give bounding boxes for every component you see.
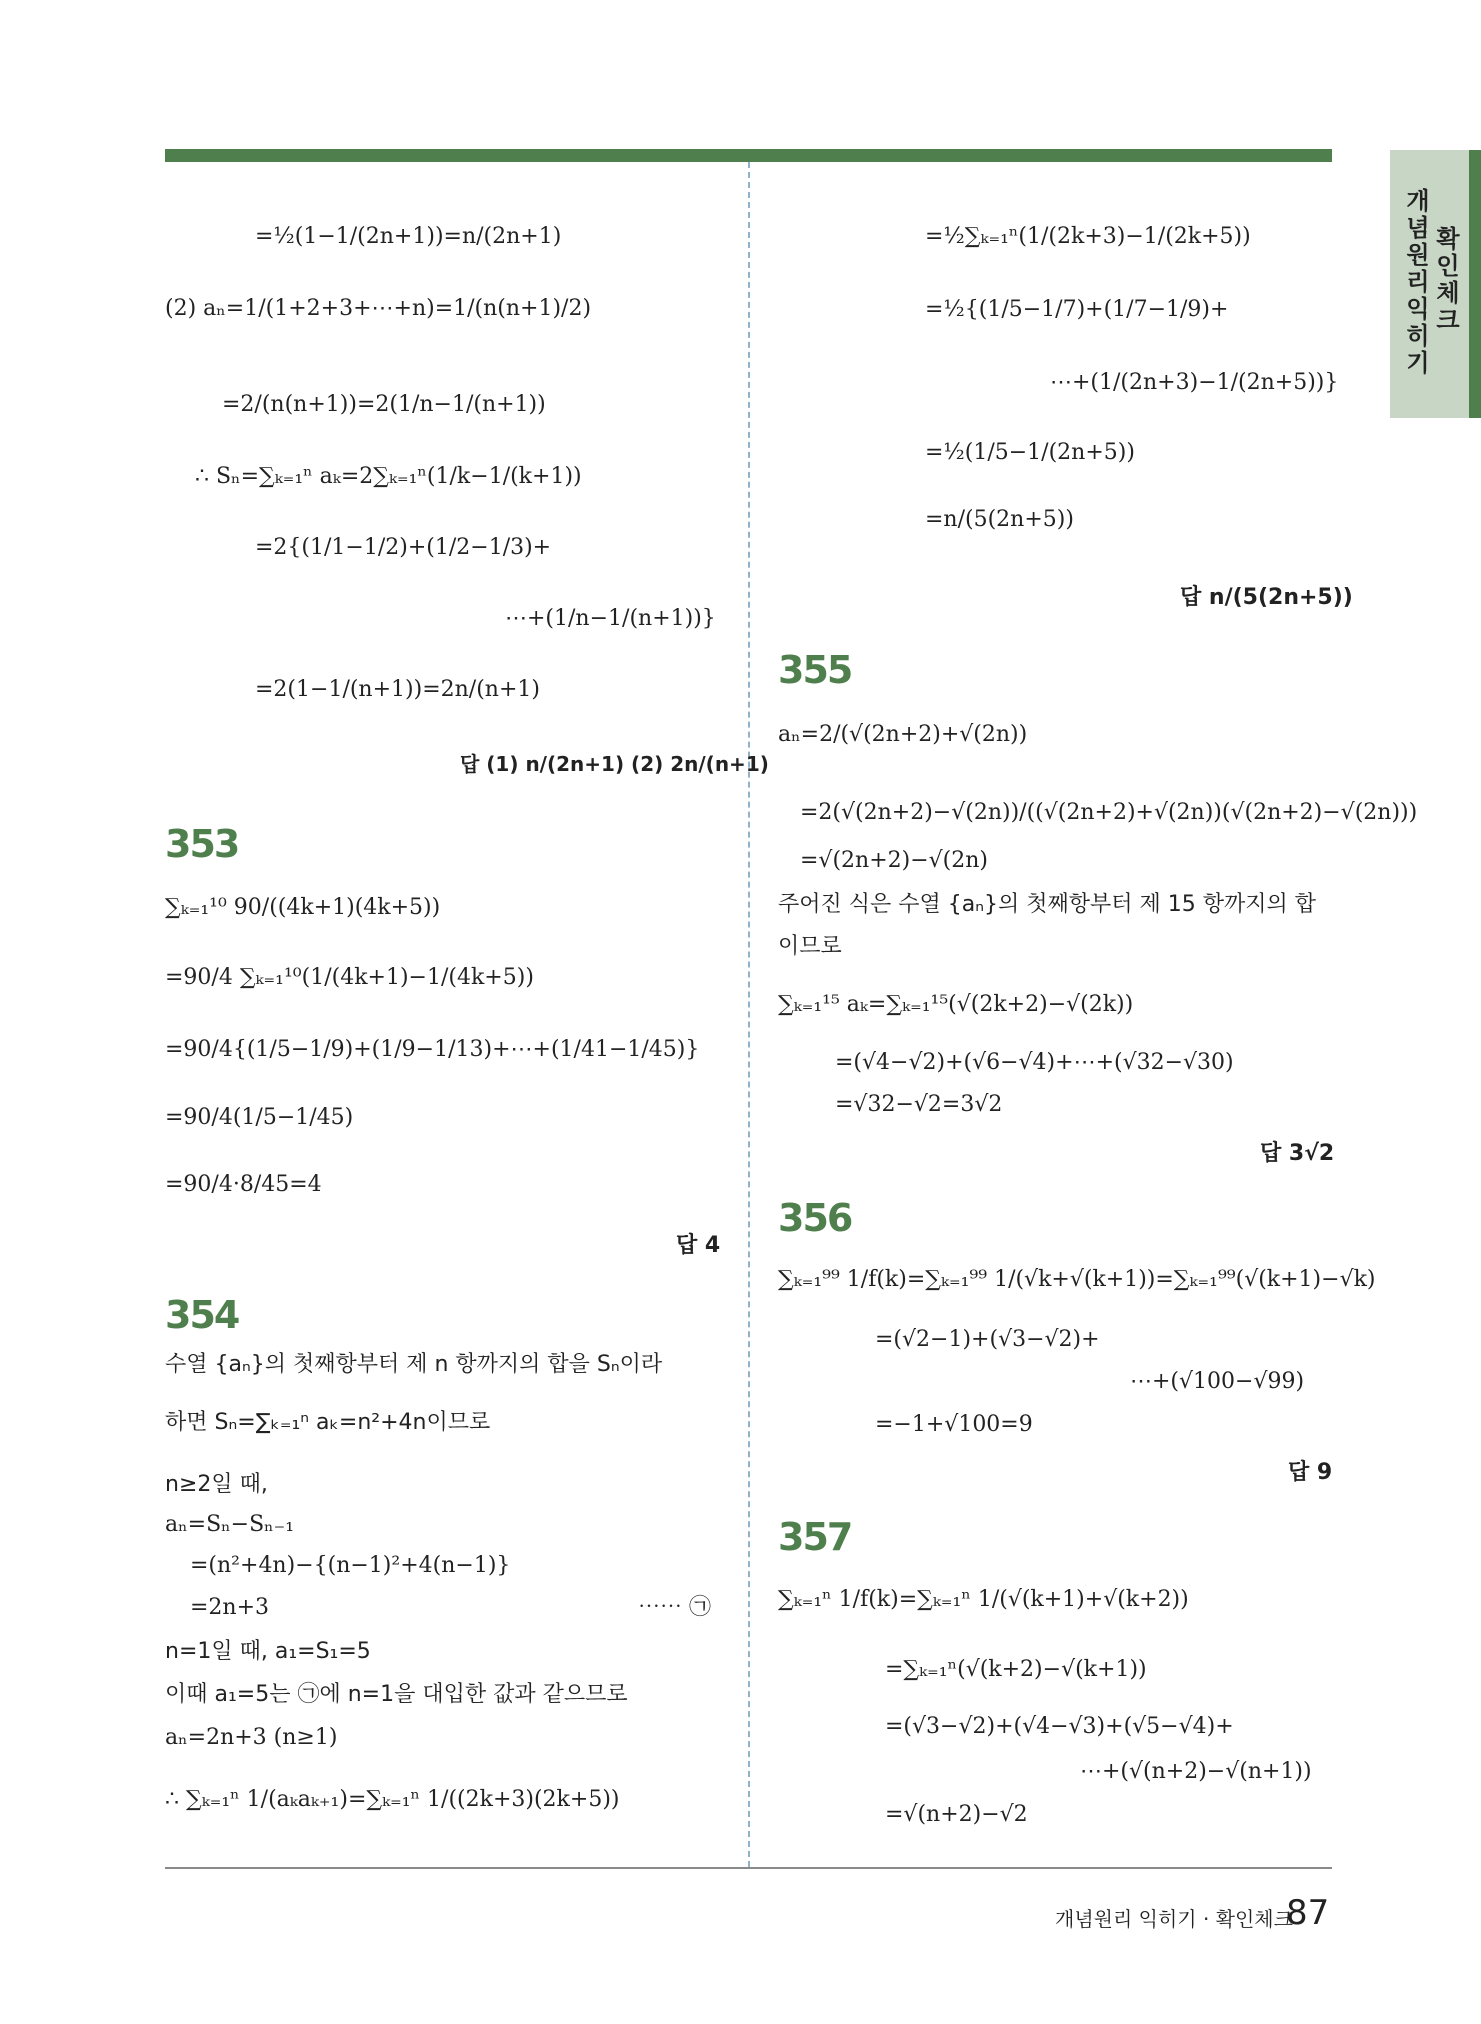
right-line-4: =½(1/5−1/(2n+5)) bbox=[925, 440, 1135, 465]
right-line-3: ⋯+(1/(2n+3)−1/(2n+5))} bbox=[1050, 370, 1339, 395]
s355-line-4: 주어진 식은 수열 {aₙ}의 첫째항부터 제 15 항까지의 합 bbox=[778, 892, 1316, 917]
s354-line-4: aₙ=Sₙ−Sₙ₋₁ bbox=[165, 1512, 295, 1537]
s357-line-2: =∑ₖ₌₁ⁿ(√(k+2)−√(k+1)) bbox=[885, 1657, 1147, 1682]
s355-line-5: 이므로 bbox=[778, 934, 842, 959]
s354-line-3: n≥2일 때, bbox=[165, 1472, 268, 1497]
left-line-1: =½(1−1/(2n+1))=n/(2n+1) bbox=[255, 224, 562, 249]
s354-line-7: n=1일 때, a₁=S₁=5 bbox=[165, 1639, 371, 1664]
left-line-4: ∴ Sₙ=∑ₖ₌₁ⁿ aₖ=2∑ₖ₌₁ⁿ(1/k−1/(k+1)) bbox=[195, 464, 582, 489]
problem-number-357: 357 bbox=[778, 1515, 852, 1559]
s356-line-2: =(√2−1)+(√3−√2)+ bbox=[875, 1327, 1100, 1352]
side-tab-label-left: 개념원리 익히기 bbox=[1406, 187, 1430, 377]
answer-356: 답 9 bbox=[1288, 1460, 1333, 1485]
s357-line-1: ∑ₖ₌₁ⁿ 1/f(k)=∑ₖ₌₁ⁿ 1/(√(k+1)+√(k+2)) bbox=[778, 1587, 1189, 1612]
answer-352: 답 (1) n/(2n+1) (2) 2n/(n+1) bbox=[460, 752, 769, 776]
top-green-bar bbox=[165, 149, 1332, 162]
s357-line-5: =√(n+2)−√2 bbox=[885, 1802, 1028, 1827]
right-line-5: =n/(5(2n+5)) bbox=[925, 507, 1074, 532]
s355-line-2: =2(√(2n+2)−√(2n))/((√(2n+2)+√(2n))(√(2n+2)−√(2n))) bbox=[800, 800, 1418, 825]
right-line-2: =½{(1/5−1/7)+(1/7−1/9)+ bbox=[925, 297, 1229, 322]
s353-line-5: =90/4·8/45=4 bbox=[165, 1172, 322, 1197]
s356-line-3: ⋯+(√100−√99) bbox=[1130, 1369, 1305, 1394]
left-line-7: =2(1−1/(n+1))=2n/(n+1) bbox=[255, 677, 540, 702]
s354-line-6: =2n+3 bbox=[190, 1595, 270, 1620]
side-tab-label-right: 확인체크 bbox=[1436, 225, 1460, 334]
s356-line-1: ∑ₖ₌₁⁹⁹ 1/f(k)=∑ₖ₌₁⁹⁹ 1/(√k+√(k+1))=∑ₖ₌₁⁹⁹(√(k+1)−√k) bbox=[778, 1267, 1376, 1292]
left-line-2: (2) aₙ=1/(1+2+3+⋯+n)=1/(n(n+1)/2) bbox=[165, 296, 592, 321]
column-divider bbox=[748, 162, 750, 1867]
s354-marker: ⋯⋯ ㉠ bbox=[638, 1595, 711, 1620]
s354-line-10: ∴ ∑ₖ₌₁ⁿ 1/(aₖaₖ₊₁)=∑ₖ₌₁ⁿ 1/((2k+3)(2k+5)) bbox=[165, 1787, 620, 1812]
answer-355: 답 3√2 bbox=[1260, 1141, 1335, 1166]
problem-number-354: 354 bbox=[165, 1293, 239, 1337]
s357-line-4: ⋯+(√(n+2)−√(n+1)) bbox=[1080, 1759, 1312, 1784]
answer-354: 답 n/(5(2n+5)) bbox=[1180, 585, 1353, 610]
footer-text: 개념원리 익히기 · 확인체크 bbox=[1055, 1907, 1293, 1931]
s357-line-3: =(√3−√2)+(√4−√3)+(√5−√4)+ bbox=[885, 1714, 1234, 1739]
left-line-3: =2/(n(n+1))=2(1/n−1/(n+1)) bbox=[222, 392, 546, 417]
s355-line-6: ∑ₖ₌₁¹⁵ aₖ=∑ₖ₌₁¹⁵(√(2k+2)−√(2k)) bbox=[778, 992, 1134, 1017]
left-line-5: =2{(1/1−1/2)+(1/2−1/3)+ bbox=[255, 535, 552, 560]
left-line-6: ⋯+(1/n−1/(n+1))} bbox=[505, 606, 716, 631]
problem-number-356: 356 bbox=[778, 1196, 852, 1240]
bottom-rule bbox=[165, 1867, 1332, 1869]
s353-line-4: =90/4(1/5−1/45) bbox=[165, 1105, 354, 1130]
problem-number-355: 355 bbox=[778, 648, 852, 692]
page-number: 87 bbox=[1286, 1893, 1330, 1933]
s355-line-3: =√(2n+2)−√(2n) bbox=[800, 848, 988, 873]
s354-line-8: 이때 a₁=5는 ㉠에 n=1을 대입한 값과 같으므로 bbox=[165, 1682, 628, 1707]
s355-line-1: aₙ=2/(√(2n+2)+√(2n)) bbox=[778, 722, 1028, 747]
s355-line-7: =(√4−√2)+(√6−√4)+⋯+(√32−√30) bbox=[835, 1050, 1234, 1075]
side-tab bbox=[1390, 150, 1481, 418]
right-line-1: =½∑ₖ₌₁ⁿ(1/(2k+3)−1/(2k+5)) bbox=[925, 224, 1251, 249]
s353-line-2: =90/4 ∑ₖ₌₁¹⁰(1/(4k+1)−1/(4k+5)) bbox=[165, 965, 534, 990]
answer-353: 답 4 bbox=[676, 1233, 721, 1258]
problem-number-353: 353 bbox=[165, 822, 239, 866]
s353-line-3: =90/4{(1/5−1/9)+(1/9−1/13)+⋯+(1/41−1/45)} bbox=[165, 1037, 700, 1062]
s354-line-1: 수열 {aₙ}의 첫째항부터 제 n 항까지의 합을 Sₙ이라 bbox=[165, 1352, 663, 1377]
s354-line-5: =(n²+4n)−{(n−1)²+4(n−1)} bbox=[190, 1553, 511, 1578]
s356-line-4: =−1+√100=9 bbox=[875, 1412, 1033, 1437]
s354-line-2: 하면 Sₙ=∑ₖ₌₁ⁿ aₖ=n²+4n이므로 bbox=[165, 1410, 491, 1435]
s355-line-8: =√32−√2=3√2 bbox=[835, 1092, 1003, 1117]
s354-line-9: aₙ=2n+3 (n≥1) bbox=[165, 1725, 338, 1750]
s353-line-1: ∑ₖ₌₁¹⁰ 90/((4k+1)(4k+5)) bbox=[165, 895, 441, 920]
